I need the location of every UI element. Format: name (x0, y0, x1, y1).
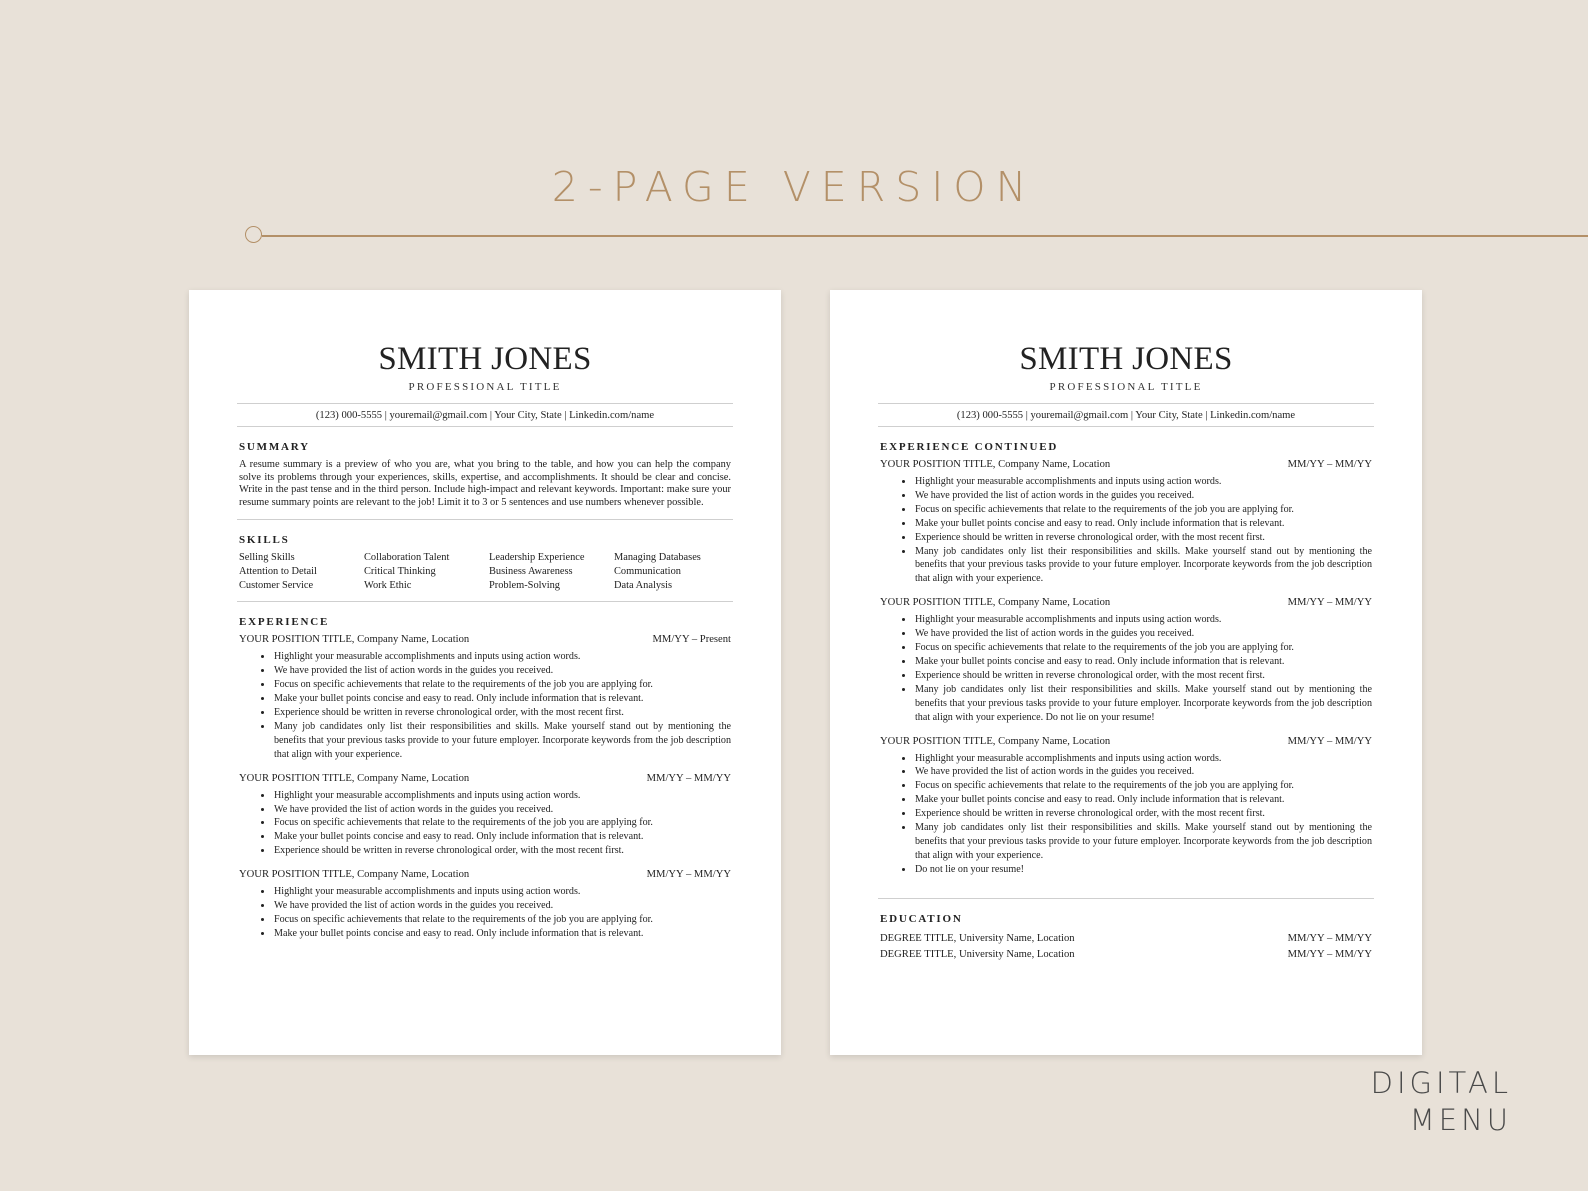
skill-item: Work Ethic (364, 580, 412, 592)
skill-item: Managing Databases (614, 552, 701, 564)
job-position: YOUR POSITION TITLE, Company Name, Location (239, 869, 470, 881)
bullet-item: • Focus on specific achievements that relate to the requirements of the job you are applying for. (914, 503, 1372, 517)
brand-logo (1371, 1065, 1512, 1139)
brand-line-2: MENU (1409, 1103, 1512, 1137)
bullet-item: • Highlight your measurable accomplishments and inputs using action words. (914, 613, 1372, 627)
bullet-item: • Experience should be written in reverse chronological order, with the most recent first. (273, 706, 731, 720)
job-entry (239, 869, 731, 941)
section-title-education: EDUCATION (880, 912, 963, 925)
bullet-item: • Experience should be written in reverse chronological order, with the most recent first. (914, 807, 1372, 821)
job-dates: MM/YY – MM/YY (646, 772, 731, 784)
degree-text: DEGREE TITLE, University Name, Location (880, 949, 1075, 961)
job-entry (880, 597, 1372, 724)
bullet-item: • Highlight your measurable accomplishments and inputs using action words. (914, 475, 1372, 489)
job-bullets (239, 885, 731, 941)
job-entry (880, 459, 1372, 586)
bullet-item: • Make your bullet points concise and easy to read. Only include information that is relevant. (914, 793, 1372, 807)
bullet-item: • Experience should be written in reverse chronological order, with the most recent first. (914, 669, 1372, 683)
bullet-item: • Many job candidates only list their responsibilities and skills. Make yourself stand out by mentioning the benefits that your previous tasks provide to your future employer. Incorporate keywords from the job description that align with your experience. (914, 545, 1372, 587)
bullet-item: • Focus on specific achievements that relate to the requirements of the job you are applying for. (273, 678, 731, 692)
skill-item: Leadership Experience (489, 552, 585, 564)
job-position: YOUR POSITION TITLE, Company Name, Location (880, 735, 1111, 747)
job-entry (239, 773, 731, 859)
job-dates: MM/YY – Present (652, 634, 731, 646)
section-title-skills: SKILLS (239, 534, 290, 547)
job-position: YOUR POSITION TITLE, Company Name, Location (880, 597, 1111, 609)
job-dates: MM/YY – MM/YY (646, 869, 731, 881)
skills-section (237, 534, 733, 602)
bullet-item: • Make your bullet points concise and easy to read. Only include information that is relevant. (914, 517, 1372, 531)
job-bullets (239, 650, 731, 761)
contact-line: (123) 000-5555 | youremail@gmail.com | Your City, State | Linkedin.com/name (878, 403, 1374, 427)
job-entry (880, 736, 1372, 877)
bullet-item: • Highlight your measurable accomplishments and inputs using action words. (273, 885, 731, 899)
resume-page-2 (830, 290, 1422, 1055)
bullet-item: • Many job candidates only list their responsibilities and skills. Make yourself stand out by mentioning the benefits that your previous tasks provide to your future employer. Incorporate keywords from the job description that align with your experience. (914, 821, 1372, 863)
bullet-item: • Focus on specific achievements that relate to the requirements of the job you are applying for. (914, 779, 1372, 793)
job-entry (239, 634, 731, 761)
section-title-summary: SUMMARY (239, 441, 310, 453)
skill-item: Attention to Detail (239, 566, 317, 578)
divider-circle (245, 226, 262, 243)
section-title-experience: EXPERIENCE (239, 616, 330, 629)
experience-continued-section (878, 441, 1374, 899)
skill-item: Customer Service (239, 580, 314, 592)
bullet-item: • Highlight your measurable accomplishments and inputs using action words. (914, 752, 1372, 766)
degree-dates: MM/YY – MM/YY (1287, 932, 1372, 944)
brand-line-1: DIGITAL (1370, 1066, 1512, 1100)
job-bullets (880, 752, 1372, 877)
bullet-item: • Make your bullet points concise and easy to read. Only include information that is relevant. (914, 655, 1372, 669)
resume-page-1 (189, 290, 781, 1055)
job-bullets (880, 613, 1372, 724)
skill-item: Problem-Solving (489, 580, 561, 592)
skill-item: Data Analysis (614, 580, 673, 592)
degree-text: DEGREE TITLE, University Name, Location (880, 932, 1075, 944)
degree-dates: MM/YY – MM/YY (1287, 949, 1372, 961)
bullet-item: • Focus on specific achievements that relate to the requirements of the job you are applying for. (273, 816, 731, 830)
skill-item: Critical Thinking (364, 566, 436, 578)
professional-title: PROFESSIONAL TITLE (1049, 381, 1203, 393)
bullet-item: • We have provided the list of action words in the guides you received. (273, 803, 731, 817)
bullet-item: • Focus on specific achievements that relate to the requirements of the job you are applying for. (914, 641, 1372, 655)
job-bullets (880, 475, 1372, 586)
education-row (880, 947, 1372, 964)
job-dates: MM/YY – MM/YY (1287, 597, 1372, 609)
section-title-experience-continued: EXPERIENCE CONTINUED (880, 441, 1059, 453)
contact-line: (123) 000-5555 | youremail@gmail.com | Your City, State | Linkedin.com/name (237, 403, 733, 427)
bullet-item: • Highlight your measurable accomplishments and inputs using action words. (273, 789, 731, 803)
resume-name: SMITH JONES (378, 341, 592, 377)
bullet-item: • Highlight your measurable accomplishments and inputs using action words. (273, 650, 731, 664)
divider-line (262, 235, 1588, 237)
bullet-item: • We have provided the list of action words in the guides you received. (914, 489, 1372, 503)
bullet-item: • Experience should be written in reverse chronological order, with the most recent first. (273, 844, 731, 858)
bullet-item: • Many job candidates only list their responsibilities and skills. Make yourself stand out by mentioning the benefits that your previous tasks provide to your future employer. Incorporate keywords from the job description that align with your experience. Do not lie on your resume! (914, 683, 1372, 725)
bullet-item: • Focus on specific achievements that relate to the requirements of the job you are applying for. (273, 913, 731, 927)
professional-title: PROFESSIONAL TITLE (408, 381, 562, 393)
job-position: YOUR POSITION TITLE, Company Name, Location (239, 634, 470, 646)
bullet-item: • Make your bullet points concise and easy to read. Only include information that is relevant. (273, 927, 731, 941)
summary-section (237, 441, 733, 520)
bullet-item: • We have provided the list of action words in the guides you received. (273, 664, 731, 678)
job-dates: MM/YY – MM/YY (1287, 735, 1372, 747)
experience-section (237, 616, 733, 961)
job-position: YOUR POSITION TITLE, Company Name, Location (880, 459, 1111, 470)
skill-item: Communication (614, 566, 681, 578)
resume-name: SMITH JONES (1019, 341, 1233, 377)
job-bullets (239, 789, 731, 859)
job-position: YOUR POSITION TITLE, Company Name, Location (239, 772, 470, 784)
education-section (878, 913, 1374, 974)
education-row (880, 931, 1372, 948)
job-dates: MM/YY – MM/YY (1287, 459, 1372, 470)
skill-item: Selling Skills (239, 552, 295, 564)
bullet-item: • Do not lie on your resume! (914, 863, 1372, 877)
skill-item: Collaboration Talent (364, 552, 450, 564)
bullet-item: • We have provided the list of action words in the guides you received. (273, 899, 731, 913)
bullet-item: • Make your bullet points concise and easy to read. Only include information that is relevant. (273, 830, 731, 844)
bullet-item: • We have provided the list of action words in the guides you received. (914, 765, 1372, 779)
bullet-item: • Make your bullet points concise and easy to read. Only include information that is relevant. (273, 692, 731, 706)
summary-text: A resume summary is a preview of who you are, what you bring to the table, and how you can help the company solve its problems through your experiences, skills, expertise, and accomplishments. It should be clear and concise. Write in the past tense and in the third person. Include high-impact and relevant keywords. Important: make sure your resume summary points are relevant to the job! Limit it to 3 or 5 sentences and use numbers whenever possible. (239, 459, 731, 508)
bullet-item: • Many job candidates only list their responsibilities and skills. Make yourself stand out by mentioning the benefits that your previous tasks provide to your future employer. Incorporate keywords from the job description that align with your experience. (273, 720, 731, 762)
banner-title: 2-PAGE VERSION (551, 163, 1037, 211)
bullet-item: • Experience should be written in reverse chronological order, with the most recent first. (914, 531, 1372, 545)
skill-item: Business Awareness (489, 566, 573, 578)
skills-grid (239, 552, 731, 591)
bullet-item: • We have provided the list of action words in the guides you received. (914, 627, 1372, 641)
